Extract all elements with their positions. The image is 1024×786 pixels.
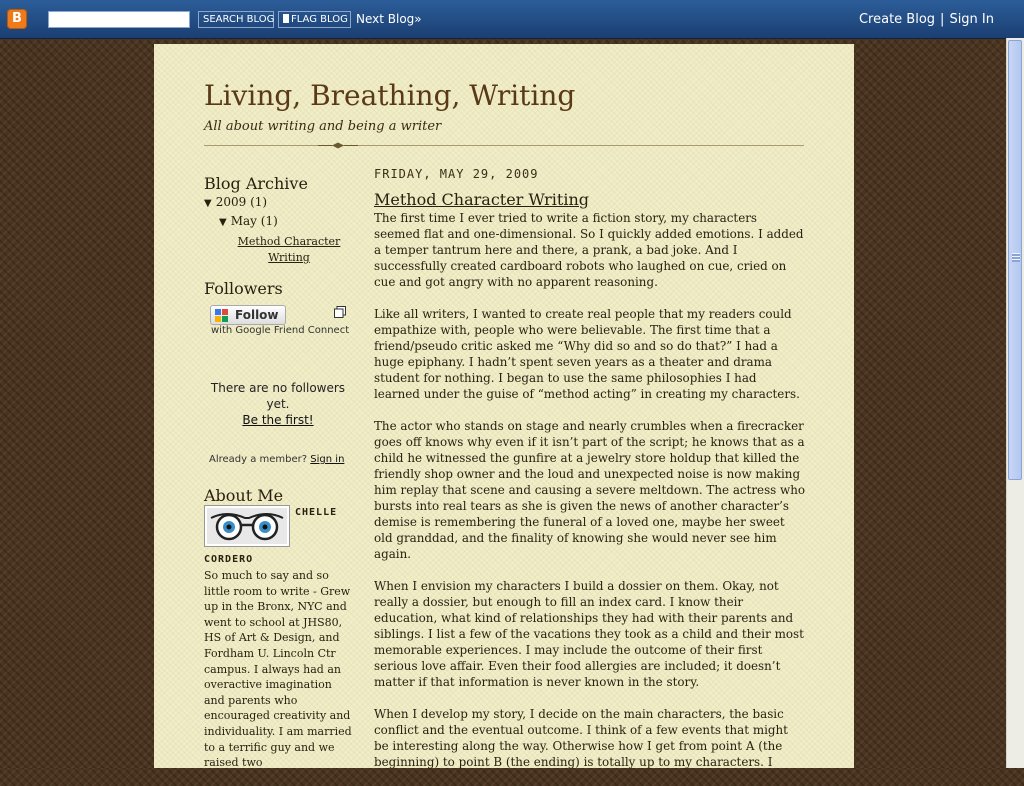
- triangle-down-icon[interactable]: ▼: [219, 217, 227, 228]
- post-paragraph: When I develop my story, I decide on the main characters, the basic conflict and the eventual outcome. I think of a few events that might be interesting along the way. Otherwise how I get from point A (the beginning) to point B (the ending) is totally up to my characters. I: [374, 707, 788, 769]
- post-paragraph: Like all writers, I wanted to create real people that my readers could empathize with, people who were believable. The first time that a friend/pseudo critic asked me “Why did so and so do that?” I had a huge epiphany. I hadn’t spent seven years as a theater and drama student for nothing. I began to use the same philosophies I had learned under the guise of “method acting” in creating my characters.: [374, 307, 800, 401]
- about-me-bio: So much to say and so little room to write - Grew up in the Bronx, NYC and went to school at JHS80, HS of Art & Design, and Fordham U. Lincoln Ctr campus. I always had an overactive imagination and parents who encouraged creativity and individuality. I am married to a terrific guy and we raised two: [204, 569, 352, 770]
- google-friend-connect-label: with Google Friend Connect: [211, 325, 350, 336]
- profile-avatar[interactable]: [204, 505, 290, 547]
- archive-year-2009[interactable]: ▼ 2009 (1): [204, 194, 267, 212]
- vertical-scrollbar[interactable]: [1006, 38, 1024, 768]
- navbar-account-links: [859, 11, 994, 28]
- no-followers-message: There are no followers yet.: [210, 381, 346, 411]
- triangle-down-icon[interactable]: ▼: [204, 198, 212, 209]
- already-member-text: Already a member? Sign in: [209, 454, 345, 465]
- blog-title[interactable]: Living, Breathing, Writing: [204, 79, 576, 112]
- blog-archive-heading: Blog Archive: [204, 174, 308, 193]
- followers-heading: Followers: [204, 279, 283, 298]
- post-paragraph: The actor who stands on stage and nearly crumbles when a firecracker goes off knows why even if it isn’t part of the script; he knows that as a child he witnessed the gunfire at a jewelry store holdup that killed the friendly shop owner and the loud and unexpected noise is now making him replay that scene and causing a severe meltdown. The actress who bursts into real tears as she is given the news of another character’s demise is remembering the funeral of a loved one, maybe her sweet old granddad, and the finality of knowing she would never see him again.: [374, 419, 806, 561]
- blog-description: All about writing and being a writer: [204, 119, 442, 134]
- scrollbar-thumb[interactable]: [1008, 40, 1022, 480]
- archive-post-link[interactable]: Method Character Writing: [237, 235, 341, 264]
- post-date-header: FRIDAY, MAY 29, 2009: [374, 167, 539, 181]
- nav-separator: |: [940, 12, 945, 27]
- popout-icon[interactable]: [334, 306, 346, 318]
- header-divider: [204, 145, 804, 146]
- post-paragraph: When I envision my characters I build a dossier on them. Okay, not really a dossier, but enough to fill an index card. I know their education, what kind of relationships they had with their parents and siblings. I list a few of the vacations they took as a child and their most memorable experiences. I may include the outcome of their first serious love affair. Even their food allergies are included; it doesn’t matter if that information is never known in the story.: [374, 579, 804, 689]
- next-blog-link[interactable]: Next Blog»: [356, 12, 422, 26]
- search-blog-button[interactable]: SEARCH BLOG: [198, 11, 274, 28]
- blogger-navbar: [0, 0, 1024, 39]
- profile-name-link-continued[interactable]: CORDERO: [204, 554, 254, 565]
- google-friend-connect-icon: [215, 309, 229, 323]
- flag-blog-button[interactable]: FLAG BLOG: [278, 11, 351, 28]
- scrollbar-grip-icon: [1012, 253, 1020, 262]
- glasses-icon: [207, 508, 287, 544]
- profile-name-link[interactable]: CHELLE: [295, 507, 338, 518]
- post-paragraph: The first time I ever tried to write a fiction story, my characters seemed flat and one-dimensional. So I quickly added emotions. I added a temper tantrum here and there, a prank, a bad joke. And I successfully created cardboard robots who laughed on cue, cried on cue and got angry with no apparent reasoning.: [374, 211, 804, 289]
- followers-sign-in-link[interactable]: Sign in: [310, 454, 345, 465]
- blog-content-area: [154, 44, 854, 768]
- create-blog-link[interactable]: Create Blog: [858, 12, 936, 27]
- be-the-first-link[interactable]: Be the first!: [242, 413, 314, 427]
- about-me-heading: About Me: [204, 486, 284, 505]
- post-title-link[interactable]: Method Character Writing: [374, 190, 589, 209]
- sign-in-link[interactable]: Sign In: [949, 12, 994, 27]
- follow-button[interactable]: Follow: [210, 305, 286, 325]
- divider-ornament-icon: [318, 142, 358, 149]
- flag-icon: [283, 14, 289, 23]
- post-body: [374, 210, 806, 786]
- archive-month-may[interactable]: ▼ May (1): [219, 213, 278, 231]
- search-blog-input[interactable]: [48, 11, 190, 28]
- blogger-logo-icon[interactable]: B: [7, 9, 27, 29]
